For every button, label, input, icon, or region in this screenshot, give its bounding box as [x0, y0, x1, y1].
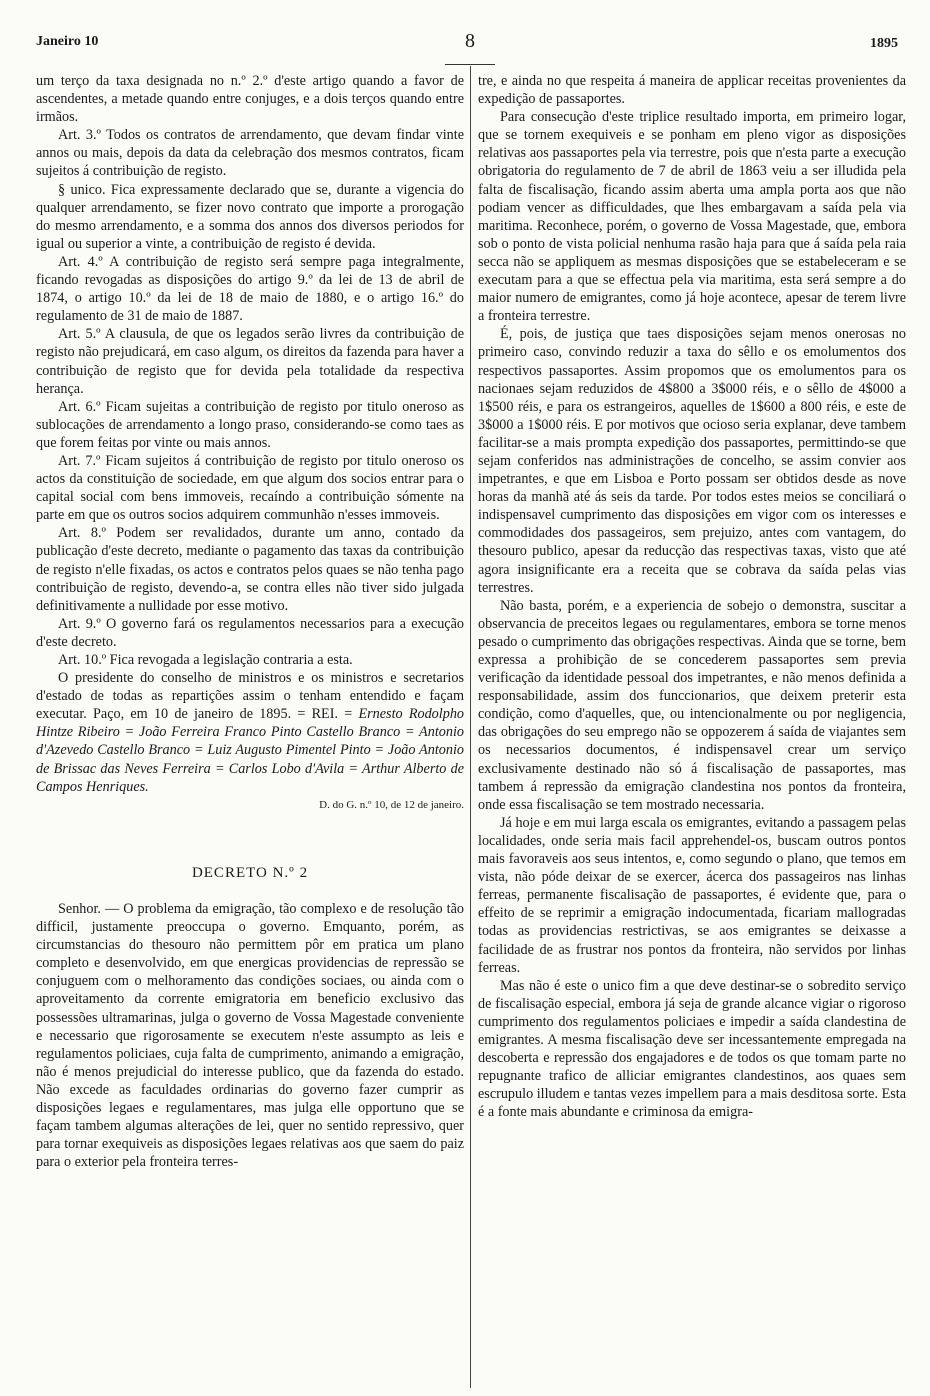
source-citation: D. do G. n.º 10, de 12 de janeiro. [319, 798, 464, 811]
right-column [478, 72, 906, 1121]
closing-paragraph [36, 669, 464, 796]
paragraph: Senhor. — O problema da emigração, tão complexo e de resolução tão difficil, justamente preoccupa o governo. Emquanto, porém, as circumstancias do thesouro não permittem pôr em pratica um plano completo e desenvolvido, em que energicas providencias de repressão se conjuguem com o melhoramento das condições sociaes, ou ainda com o aproveitamento da corrente emigratoria em beneficio exclusivo das possessões ultramarinas, julga o governo de Vossa Magestade conveniente e necessario que rigorosamente se executem n'este assumpto as leis e regulamentos policiaes, cuja falta de cumprimento, animando a emigração, não é menos prejudicial do interesse publico, que da fazenda do estado. Não excede as faculdades ordinarias do governo fazer cumprir as disposições legaes e regulamentares, mas julga elle opportuno que se façam tambem algumas alterações de lei, quer no sentido repressivo, quer para tornar exequiveis as disposições legaes relativas aos que saem do paiz para o exterior pela fronteira terres- [36, 900, 464, 1171]
paragraph: Art. 9.º O governo fará os regulamentos necessarios para a execução d'este decreto. [36, 615, 464, 650]
header-date: Janeiro 10 [36, 34, 99, 49]
paragraph: Art. 8.º Podem ser revalidados, durante um anno, contado da publicação d'este decreto, mediante o pagamento das taxas da contribuição de registo n'elle fixadas, os actos e contratos pelos quaes se não tenha pago contribuição de registo, devendo-a, se contra elles não tiver sido julgada definitivamente a nullidade por esse motivo. [36, 525, 464, 614]
paragraph: Art. 7.º Ficam sujeitos á contribuição de registo por titulo oneroso os actos da constituição de sociedade, em que algum dos socios entrar para o capital social com bens immoveis, recaíndo a contribuição sómente na parte em que os outros socios adquirem communhão n'esses immoveis. [36, 452, 464, 524]
paragraph: § unico. Fica expressamente declarado que se, durante a vigencia do qualquer arrendamento, se fizer novo contrato que importe a prorogação do mesmo arrendamento, e a somma dos annos dos diversos periodos for igual ou superior a vinte, a contribuição de registo é devida. [36, 181, 464, 252]
paragraph: tre, e ainda no que respeita á maneira de applicar receitas provenientes da expedição de passaportes. [478, 73, 906, 108]
header-year: 1895 [870, 36, 898, 51]
page-header [0, 30, 930, 60]
closing-text: O presidente do conselho de ministros e os ministros e secretarios d'estado de todas as repartições assim o tenham entendido e façam executar. Paço, em 10 de janeiro de 1895. = REI. = [36, 670, 464, 723]
paragraph: É, pois, de justiça que taes disposições sejam menos onerosas no primeiro caso, convindo reduzir a taxa do sêllo e os emolumentos dos respectivos passaportes. Assim propomos que os emolumentos para os nacionaes sejam reduzidos de 4$800 a 3$000 réis, e o sêllo de 4$000 a 1$500 réis, e para os estrangeiros, aquelles de 1$600 a 800 réis, e este de 3$000 a 1$000 réis. E por motivos que ocioso seria explanar, deve tambem facilitar-se a mais prompta expedição dos passaportes, permittindo-se que sejam conferidos nas administrações de concelho, se assim convier aos impetrantes, e que em Lisboa e Porto possam ser obtidos desde as nove horas da manhã até ás seis da tarde. Por todos estes meios se conciliará o indispensavel cumprimento das disposições em vigor com os interesses e commodidades dos passageiros, sem prejuizo, antes com vantagem, do thesouro publico, apesar da reducção das respectivas taxas, visto que até agora insignificante era a receita que se cobrava da saída pelas vias terrestres. [478, 326, 906, 596]
paragraph: Já hoje e em mui larga escala os emigrantes, evitando a passagem pelas localidades, onde seria mais facil apprehendel-os, buscam outros pontos mais favoraveis aos seus intentos, e, como segundo o plano, que temos em vista, não póde deixar de se exercer, ácerca dos passageiros nas linhas ferreas, permanente fiscalisação de passaportes, é evidente que, para o effeito de se reprimir a emigração indocumentada, ficariam mallogradas todas as providencias restrictivas, se aos emigrantes se deixasse a facilidade de as frustrar nos pontos da fronteira, não servidos por linhas ferreas. [478, 814, 906, 976]
paragraph: Mas não é este o unico fim a que deve destinar-se o sobredito serviço de fiscalisação especial, embora já seja de grande alcance vigiar o rigoroso cumprimento dos regulamentos policiaes e impedir a saída clandestina de emigrantes. A mesma fiscalisação deve ser incessantemente empregada na descoberta e repressão dos engajadores e de todos os que tomam parte no repugnante trafico de alliciar emigrantes clandestinos, aos quaes sem escrupulo illudem e tantas vezes impellem para a mais desditosa sorte. Esta é a fonte mais abundante e criminosa da emigra- [478, 977, 906, 1121]
column-divider [470, 66, 471, 1388]
header-rule [445, 64, 495, 65]
paragraph: Para consecução d'este triplice resultado importa, em primeiro logar, que se tornem exequiveis e se ponham em pleno vigor as disposições relativas aos passaportes pela via terrestre, pois que n'esta parte a execução obrigatoria do regulamento de 7 de abril de 1863 veiu a ser illudida pela falta de fiscalisação, ficando assim aberta uma ampla porta aos que não podiam vencer as difficuldades, que lhes embargavam a saída pela via maritima. Reconhece, porém, o governo de Vossa Magestade, que, embora sob o ponto de vista policial nenhuma rasão haja para que á saída pela raia secca não se appliquem as mesmas disposições que se estabeleceram e se executam para a que se effectua pela via maritima, esta será sempre a do maior numero de emigrantes, como já hoje acontece, apesar de terem livre a fronteira terrestre. [478, 109, 906, 325]
paragraph: um terço da taxa designada no n.º 2.º d'este artigo quando a favor de ascendentes, a metade quando entre conjuges, e a dois terços quando entre irmãos. [36, 73, 464, 126]
paragraph: Art. 6.º Ficam sujeitas a contribuição de registo por titulo oneroso as sublocações de arrendamento a longo praso, considerando-se como taes as que forem feitas por vinte ou mais annos. [36, 398, 464, 451]
decree-title: DECRETO N.º 2 [191, 864, 309, 881]
paragraph: Não basta, porém, e a experiencia de sobejo o demonstra, suscitar a observancia de preceitos legaes ou regulamentares, embora se torne menos pesado o cumprimento das obrigações respectivas. Ainda que se torne, bem expressa a prohibição de se concederem passaportes sem previa verificação da identidade pessoal dos impetrantes, e não menos definida a responsabilidade, assim dos funccionarios, que deixem preterir esta condição, como d'aquelles, que, ou intencionalmente ou por negligencia, das obrigações do seu emprego não se oppozerem á saída de viajantes sem os necessarios documentos, é indispensavel crear um serviço exclusivamente destinado não só á fiscalisação de passaportes, mas tambem á repressão da emigração clandestina nos pontos da fronteira, onde essa fiscalisação se tem mostrado necessaria. [478, 597, 906, 813]
paragraph: Art. 4.º A contribuição de registo será sempre paga integralmente, ficando revogadas as disposições do artigo 9.º da lei de 13 de abril de 1874, o artigo 10.º da lei de 18 de maio de 1880, e o artigo 16.º do regulamento de 31 de maio de 1887. [36, 253, 464, 325]
signatories: Ernesto Rodolpho Hintze Ribeiro = João Ferreira Franco Pinto Castello Branco = Antonio d'Azevedo Castello Branco = Luiz Augusto Pimentel Pinto = João Antonio de Brissac das Neves Ferreira = Carlos Lobo d'Avila = Arthur Alberto de Campos Henriques. [36, 706, 465, 795]
left-column [36, 72, 464, 1171]
paragraph: Art. 5.º A clausula, de que os legados serão livres da contribuição de registo não prejudicará, em caso algum, os direitos da fazenda para haver a contribuição de registo que for devida pela totalidade da respectiva herança. [36, 326, 464, 397]
paragraph: Art. 10.º Fica revogada a legislação contraria a esta. [58, 652, 353, 668]
page-number: 8 [465, 30, 475, 52]
paragraph: Art. 3.º Todos os contratos de arrendamento, que devam findar vinte annos ou mais, depois da data da celebração dos mesmos contratos, ficam sujeitos á contribuição de registo. [36, 127, 464, 180]
